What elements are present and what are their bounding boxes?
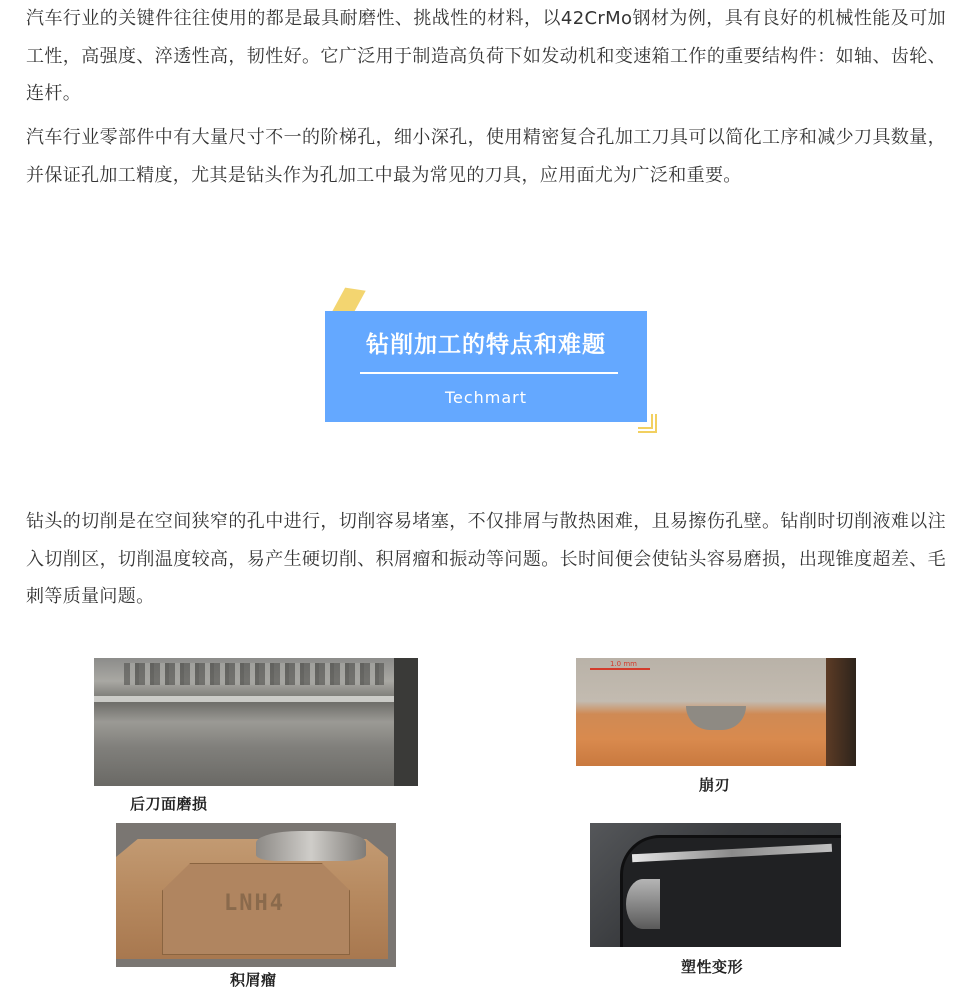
- built-up-material: [256, 831, 366, 861]
- section-banner: [325, 311, 647, 422]
- insert-marking: LNH4: [224, 891, 285, 916]
- flank-wear-photo: [94, 658, 418, 786]
- banner-divider: [360, 372, 618, 374]
- plastic-deformation-photo: [590, 823, 841, 947]
- banner-corner-decoration: [636, 412, 658, 434]
- edge-chipping-photo: [576, 658, 856, 766]
- plastic-deformation-caption: 塑性变形: [681, 958, 744, 976]
- built-up-edge-caption: 积屑瘤: [230, 971, 277, 989]
- tool-body-shadow: [826, 658, 856, 766]
- scale-bar-label: 1.0 mm: [610, 660, 637, 668]
- cutting-edge: [94, 696, 404, 702]
- section-banner-title: 钻削加工的特点和难题: [366, 332, 606, 358]
- scale-bar: [590, 668, 650, 670]
- edge-chipping-caption: 崩刃: [699, 776, 731, 794]
- flank-wear-caption: 后刀面磨损: [130, 795, 208, 813]
- built-up-edge-photo: [116, 823, 396, 967]
- drilling-problems-paragraph: 钻头的切削是在空间狭窄的孔中进行，切削容易堵塞，不仅排屑与散热困难，且易擦伤孔壁。钻削时切削液难以注入切削区，切削温度较高，易产生硬切削、积屑瘤和振动等问题。长时间便会使钻头容易磨损，出现锥度超差、毛刺等质量问题。: [26, 511, 946, 607]
- corner-highlight: [626, 879, 660, 929]
- tool-body-shadow: [394, 658, 418, 786]
- section-banner-subtitle: Techmart: [444, 388, 528, 407]
- hole-machining-paragraph: 汽车行业零部件中有大量尺寸不一的阶梯孔，细小深孔，使用精密复合孔加工刀具可以简化工序和减少刀具数量，并保证孔加工精度，尤其是钻头作为孔加工中最为常见的刀具，应用面尤为广泛和重要。: [26, 127, 946, 186]
- worn-surface: [124, 663, 384, 685]
- intro-paragraph: 汽车行业的关键件往往使用的都是最具耐磨性、挑战性的材料，以42CrMo钢材为例，具有良好的机械性能及可加工性，高强度、淬透性高，韧性好。它广泛用于制造高负荷下如发动机和变速箱工作的重要结构件：如轴、齿轮、连杆。: [26, 8, 946, 104]
- chipped-edge: [686, 706, 746, 730]
